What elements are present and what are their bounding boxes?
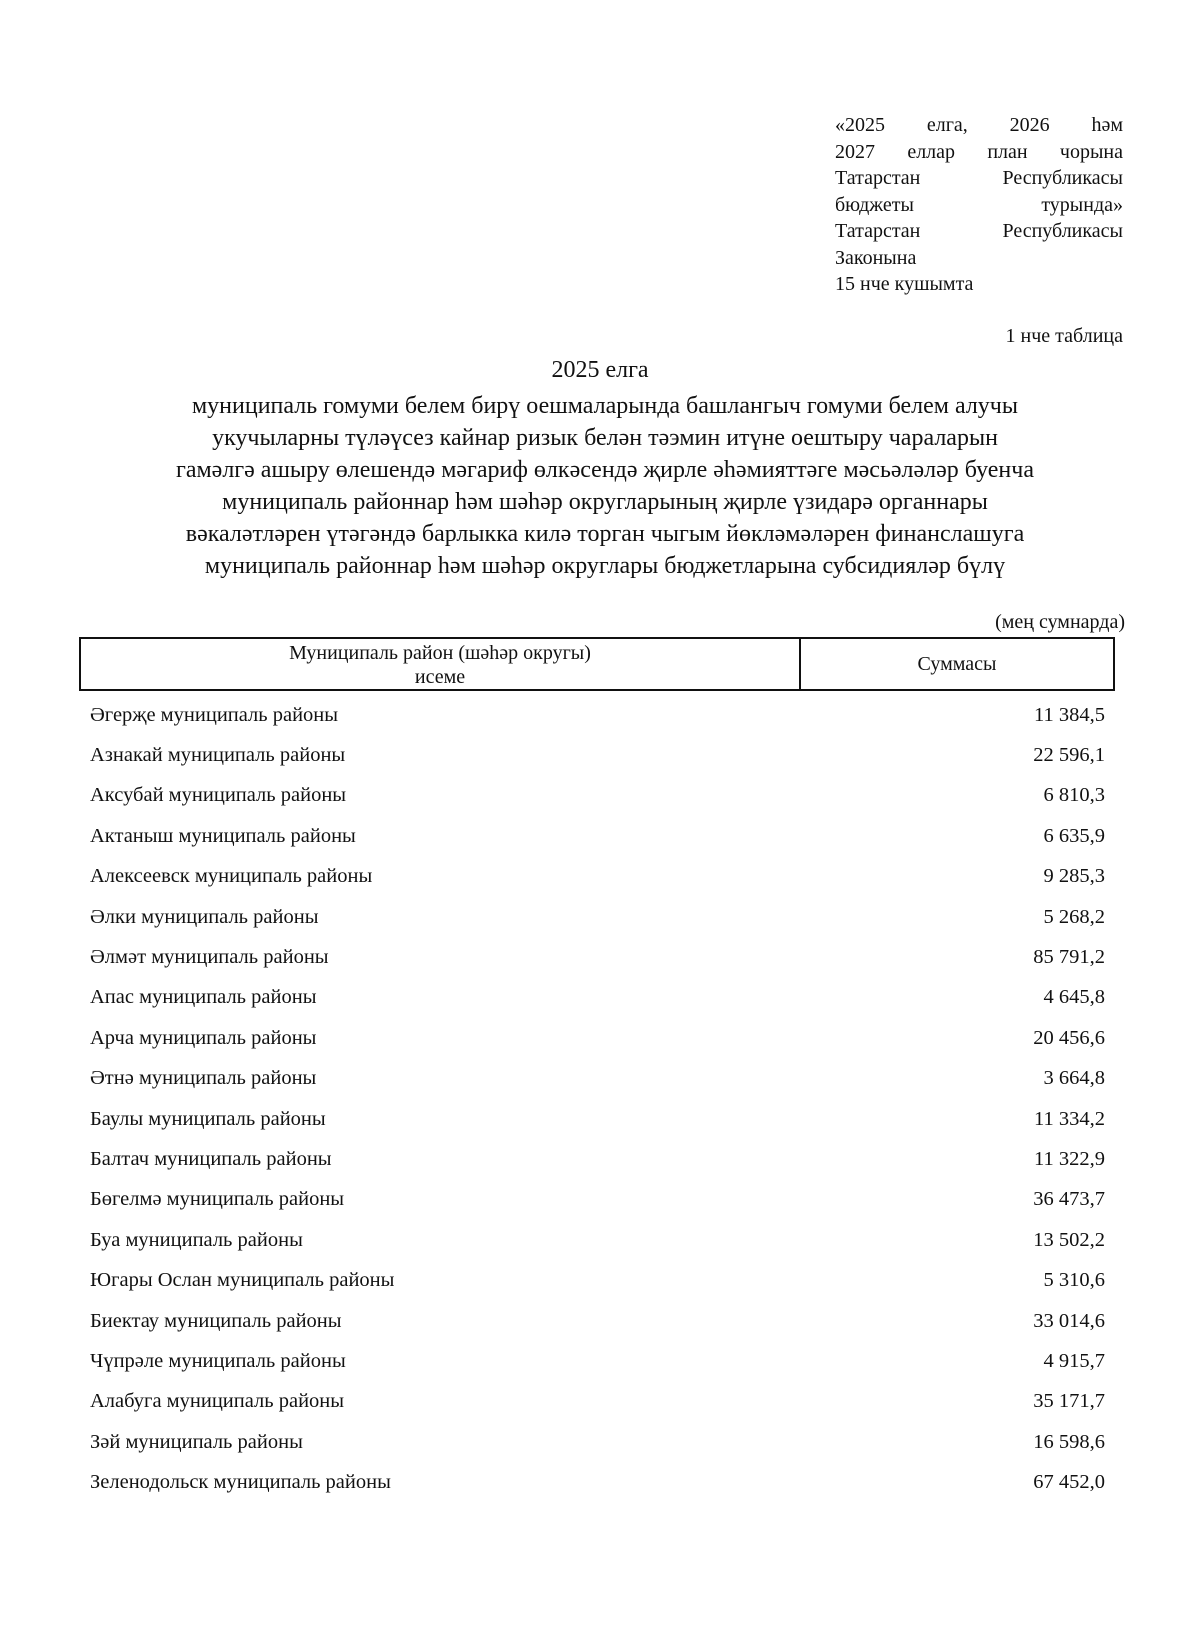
row-name: Азнакай муниципаль районы [90, 744, 346, 767]
row-name: Арча муниципаль районы [90, 1026, 317, 1049]
row-amount: 11 334,2 [1034, 1107, 1105, 1130]
table-row [90, 1139, 1105, 1179]
row-name: Аксубай муниципаль районы [90, 784, 347, 807]
table-row [90, 695, 1105, 735]
row-amount: 20 456,6 [1033, 1026, 1105, 1049]
table-row [90, 857, 1105, 897]
table-row [90, 897, 1105, 937]
row-name: Буа муниципаль районы [90, 1228, 303, 1251]
row-amount: 11 384,5 [1034, 703, 1105, 726]
row-name: Бөгелмә муниципаль районы [90, 1188, 345, 1211]
row-name: Әлки муниципаль районы [90, 905, 319, 928]
row-name: Чүпрәле муниципаль районы [90, 1349, 346, 1372]
row-name: Балтач муниципаль районы [90, 1147, 332, 1170]
row-amount: 6 635,9 [1043, 824, 1105, 847]
row-amount: 33 014,6 [1033, 1309, 1105, 1332]
table-row [90, 1220, 1105, 1260]
row-amount: 13 502,2 [1033, 1228, 1105, 1251]
row-amount: 3 664,8 [1043, 1067, 1105, 1090]
table-row [90, 776, 1105, 816]
table-row [90, 1422, 1105, 1462]
row-name: Актаныш муниципаль районы [90, 824, 356, 847]
title-line: муниципаль гомуми белем бирү оешмаларында башлангыч гомуми белем алучы [191, 393, 1019, 419]
table-row [90, 1301, 1105, 1341]
row-amount: 4 915,7 [1043, 1349, 1105, 1372]
row-amount: 9 285,3 [1043, 865, 1105, 888]
table-row [90, 937, 1105, 977]
row-name: Зәй муниципаль районы [90, 1430, 303, 1453]
document-title [90, 390, 1120, 582]
table-row [90, 1260, 1105, 1300]
title-line: вәкаләтләрен үтәгәндә барлыкка килә торган чыгым йөкләмәләрен финанслашуга [185, 521, 1025, 547]
row-name: Алексеевск муниципаль районы [90, 865, 373, 888]
table-row [90, 1341, 1105, 1381]
table-header [79, 637, 1115, 691]
annex-note [835, 112, 1123, 298]
row-amount: 22 596,1 [1033, 744, 1105, 767]
row-amount: 67 452,0 [1033, 1471, 1105, 1494]
row-amount: 36 473,7 [1033, 1188, 1105, 1211]
title-line: гамәлгә ашыру өлешендә мәгариф өлкәсендә җирле әһәмияттәге мәсьәләләр буенча [175, 457, 1034, 483]
title-line: укучыларны түләүсез кайнар ризык белән тәэмин итүне оештыру чараларын [212, 425, 998, 451]
annex-line: Татарстан Республикасы [835, 167, 1123, 189]
table-row [90, 735, 1105, 775]
row-amount: 5 268,2 [1043, 905, 1105, 928]
row-name: Алабуга муниципаль районы [90, 1390, 345, 1413]
row-amount: 4 645,8 [1043, 986, 1105, 1009]
row-name: Әлмәт муниципаль районы [90, 946, 329, 969]
header-name-line: исеме [414, 666, 466, 688]
table-row [90, 1180, 1105, 1220]
row-name: Әгерҗе муниципаль районы [90, 703, 339, 726]
row-name: Апас муниципаль районы [90, 986, 317, 1009]
table-row [90, 1462, 1105, 1502]
annex-line: Законына [835, 246, 917, 269]
table-row [90, 1059, 1105, 1099]
table-row [90, 978, 1105, 1018]
row-name: Югары Ослан муниципаль районы [90, 1269, 395, 1292]
row-name: Зеленодольск муниципаль районы [90, 1471, 391, 1494]
table-row [90, 1382, 1105, 1422]
year-heading: 2025 елга [551, 357, 649, 383]
table-number: 1 нче таблица [1005, 325, 1123, 347]
row-name: Биектау муниципаль районы [90, 1309, 342, 1332]
annex-line: 15 нче кушымта [835, 273, 974, 295]
row-amount: 11 322,9 [1034, 1147, 1105, 1170]
header-name-line: Муниципаль район (шәһәр округы) [289, 642, 591, 664]
annex-line: Татарстан Республикасы [835, 220, 1123, 242]
title-line: муниципаль районнар һәм шәһәр округлары бюджетларына субсидияләр бүлү [204, 553, 1006, 579]
table-row [90, 1018, 1105, 1058]
table-row [90, 816, 1105, 856]
annex-line: 2027 еллар план чорына [835, 140, 1123, 163]
row-name: Баулы муниципаль районы [90, 1107, 326, 1130]
table-body [90, 695, 1105, 1503]
row-amount: 5 310,6 [1043, 1269, 1105, 1292]
annex-line: «2025 елга, 2026 һәм [835, 114, 1123, 136]
table-row [90, 1099, 1105, 1139]
row-amount: 35 171,7 [1033, 1390, 1105, 1413]
row-name: Әтнә муниципаль районы [90, 1067, 317, 1090]
header-name-column [81, 639, 801, 689]
header-amount-column: Суммасы [917, 652, 997, 675]
row-amount: 85 791,2 [1033, 946, 1105, 969]
annex-line: бюджеты турында» [835, 193, 1123, 216]
row-amount: 16 598,6 [1033, 1430, 1105, 1453]
row-amount: 6 810,3 [1043, 784, 1105, 807]
unit-note: (мең сумнарда) [995, 611, 1125, 633]
title-line: муниципаль районнар һәм шәһәр округларының җирле үзидарә органнары [222, 489, 988, 515]
